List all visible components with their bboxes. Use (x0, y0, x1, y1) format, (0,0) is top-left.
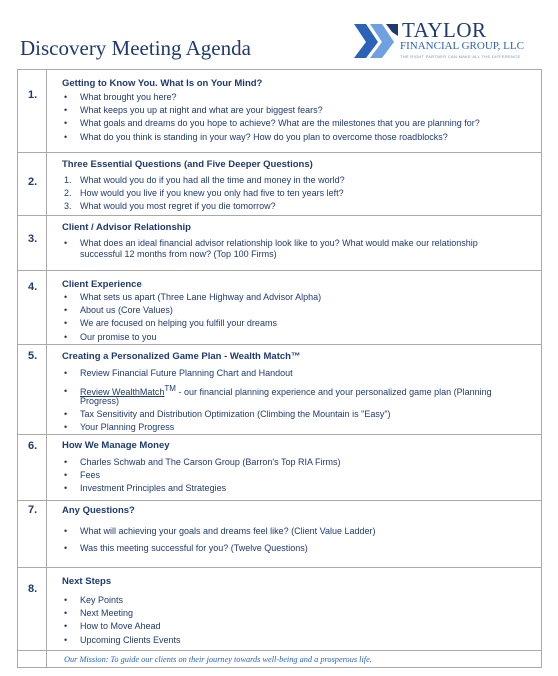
list-item: • Tax Sensitivity and Distribution Optimization (Climbing the Mountain is "Easy") (64, 409, 391, 420)
list-item: • Your Planning Progress (64, 422, 175, 433)
section-heading: Any Questions? (62, 505, 135, 516)
agenda-row-4 (18, 271, 541, 345)
section-items (62, 291, 321, 344)
section-heading: Client Experience (62, 279, 142, 290)
section-number: 1. (28, 89, 38, 101)
agenda-table (17, 69, 542, 668)
section-items (62, 174, 345, 214)
list-item: • Our promise to you (64, 331, 157, 342)
section-number: 5. (28, 350, 38, 362)
list-item: • What keeps you up at night and what are your biggest fears? (64, 105, 323, 116)
list-item: • Was this meeting successful for you? (Twelve Questions) (64, 543, 308, 554)
section-number: 7. (28, 504, 38, 516)
agenda-row-7 (18, 501, 541, 568)
agenda-row-3 (18, 216, 541, 271)
logo-tagline: THE RIGHT PARTNER CAN MAKE ALL THE DIFFERENCE (400, 54, 521, 59)
section-heading: Three Essential Questions (and Five Deeper Questions) (62, 159, 313, 170)
logo-subtitle: FINANCIAL GROUP, LLC (400, 40, 524, 52)
list-item: • What sets us apart (Three Lane Highway and Advisor Alpha) (64, 292, 322, 302)
list-item: • What does an ideal financial advisor relationship look like to you? What would make our relationship successful 12 months from now? (Top 100 Firms) (64, 238, 478, 259)
section-items (62, 367, 520, 435)
list-item: • About us (Core Values) (64, 305, 173, 316)
list-item: • Investment Principles and Strategies (64, 483, 227, 494)
logo-name: TAYLOR (402, 18, 487, 42)
page-title: Discovery Meeting Agenda (20, 36, 251, 60)
section-number: 3. (28, 233, 38, 245)
section-number: 6. (28, 440, 38, 452)
section-heading: How We Manage Money (62, 440, 170, 451)
list-item: • Review Financial Future Planning Chart and Handout (64, 368, 293, 378)
list-item: • We are focused on helping you fulfill your dreams (64, 318, 277, 329)
list-item: • Fees (64, 470, 101, 481)
list-item: 2. How would you live if you knew you only had five to ten years left? (64, 188, 344, 199)
list-item: • What will achieving your goals and dreams feel like? (Client Value Ladder) (64, 526, 376, 536)
company-logo (352, 18, 542, 66)
section-items (62, 238, 520, 262)
list-item: • Charles Schwab and The Carson Group (Barron's Top RIA Firms) (64, 457, 341, 467)
agenda-row-1 (18, 70, 541, 153)
list-item: • What do you think is standing in your way? How do you plan to overcome those roadblocks? (64, 131, 448, 142)
list-item: 3. What would you most regret if you die tomorrow? (64, 201, 276, 212)
agenda-row-6 (18, 435, 541, 501)
list-item: • Upcoming Clients Events (64, 634, 181, 645)
section-number: 4. (28, 281, 38, 293)
list-item: • How to Move Ahead (64, 621, 161, 632)
section-heading: Creating a Personalized Game Plan - Wealth Match™ (62, 351, 301, 362)
list-item: • Next Meeting (64, 608, 134, 619)
agenda-row-5 (18, 345, 541, 435)
list-item: • What brought you here? (64, 92, 177, 102)
list-item: • Key Points (64, 595, 124, 605)
section-heading: Client / Advisor Relationship (62, 222, 191, 233)
agenda-row-2 (18, 153, 541, 216)
section-number: 2. (28, 176, 38, 188)
section-items (62, 91, 480, 144)
section-items (62, 525, 375, 555)
section-items (62, 594, 181, 647)
list-item: • Review WealthMatch™ - our financial planning experience and your personalized game plan (Planning Progress) (64, 384, 492, 407)
section-items (62, 456, 341, 496)
agenda-row-8 (18, 568, 541, 651)
list-item: • What goals and dreams do you hope to achieve? What are the milestones that you are planning for? (64, 118, 480, 129)
section-heading: Next Steps (62, 576, 112, 587)
section-number: 8. (28, 583, 38, 595)
mission-statement: Our Mission: To guide our clients on their journey towards well-being and a prosperous life. (64, 655, 372, 664)
logo-emblem-icon (352, 22, 402, 60)
section-heading: Getting to Know You. What Is on Your Mind? (62, 78, 263, 89)
list-item: 1. What would you do if you had all the time and money in the world? (64, 175, 345, 185)
